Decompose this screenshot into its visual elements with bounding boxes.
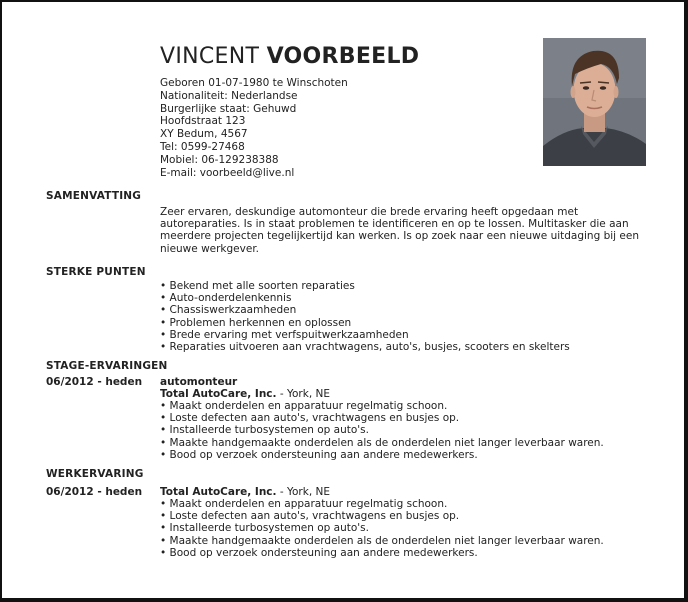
- company-location: - York, NE: [276, 388, 330, 400]
- email: E-mail: voorbeeld@live.nl: [160, 166, 295, 179]
- portrait-illustration: [543, 38, 646, 166]
- strengths-list: [160, 280, 570, 353]
- street-address: Hoofdstraat 123: [160, 115, 246, 128]
- company-name: Total AutoCare, Inc.: [160, 486, 277, 498]
- postal-city: XY Bedum, 4567: [160, 128, 248, 141]
- profile-photo: [543, 38, 646, 166]
- candidate-name: [160, 44, 419, 69]
- list-item: • Brede ervaring met verfspuitwerkzaamheden: [160, 329, 570, 341]
- internships-heading: STAGE-ERVARINGEN: [46, 360, 168, 372]
- summary-text: Zeer ervaren, deskundige automonteur die brede ervaring heeft opgedaan met autoreparaties. Is in staat problemen te identificeren en op te lossen. Multitasker die aan meerdere projecten tegelijkertijd kan werken. Is op zoek naar een nieuwe uitdaging bij een nieuwe werkgever.: [160, 206, 640, 255]
- work-heading: WERKERVARING: [46, 468, 144, 480]
- list-item: • Bood op verzoek ondersteuning aan andere medewerkers.: [160, 449, 604, 461]
- list-item: • Maakte handgemaakte onderdelen als de onderdelen niet langer leverbaar waren.: [160, 437, 604, 449]
- last-name: VOORBEELD: [266, 44, 420, 69]
- list-item: • Maakt onderdelen en apparatuur regelmatig schoon.: [160, 400, 604, 412]
- strengths-heading: STERKE PUNTEN: [46, 266, 146, 278]
- list-item: • Installeerde turbosystemen op auto's.: [160, 522, 604, 534]
- list-item: • Bekend met alle soorten reparaties: [160, 280, 570, 292]
- work-date: 06/2012 - heden: [46, 486, 143, 498]
- work-duties-list: [160, 498, 604, 559]
- birth-info: Geboren 01-07-1980 te Winschoten: [160, 77, 348, 89]
- summary-heading: SAMENVATTING: [46, 190, 142, 202]
- contact-info: [160, 77, 348, 179]
- phone: Tel: 0599-27468: [160, 140, 245, 153]
- internship-company: [160, 388, 330, 400]
- marital-status: Burgerlijke staat: Gehuwd: [160, 102, 297, 115]
- list-item: • Auto-onderdelenkennis: [160, 292, 570, 304]
- list-item: • Loste defecten aan auto's, vrachtwagens en busjes op.: [160, 412, 604, 424]
- nationality: Nationaliteit: Nederlandse: [160, 89, 298, 102]
- list-item: • Reparaties uitvoeren aan vrachtwagens, auto's, busjes, scooters en skelters: [160, 341, 570, 353]
- mobile: Mobiel: 06-129238388: [160, 153, 279, 166]
- list-item: • Loste defecten aan auto's, vrachtwagens en busjes op.: [160, 510, 604, 522]
- list-item: • Problemen herkennen en oplossen: [160, 317, 570, 329]
- list-item: • Maakte handgemaakte onderdelen als de onderdelen niet langer leverbaar waren.: [160, 535, 604, 547]
- company-location: - York, NE: [276, 486, 330, 498]
- internship-duties-list: [160, 400, 604, 461]
- work-company: [160, 486, 330, 498]
- internship-date: 06/2012 - heden: [46, 376, 143, 388]
- list-item: • Maakt onderdelen en apparatuur regelmatig schoon.: [160, 498, 604, 510]
- list-item: • Chassiswerkzaamheden: [160, 304, 570, 316]
- company-name: Total AutoCare, Inc.: [160, 388, 277, 400]
- internship-job-title: automonteur: [160, 376, 238, 388]
- list-item: • Installeerde turbosystemen op auto's.: [160, 424, 604, 436]
- list-item: • Bood op verzoek ondersteuning aan andere medewerkers.: [160, 547, 604, 559]
- first-name: VINCENT: [160, 44, 260, 69]
